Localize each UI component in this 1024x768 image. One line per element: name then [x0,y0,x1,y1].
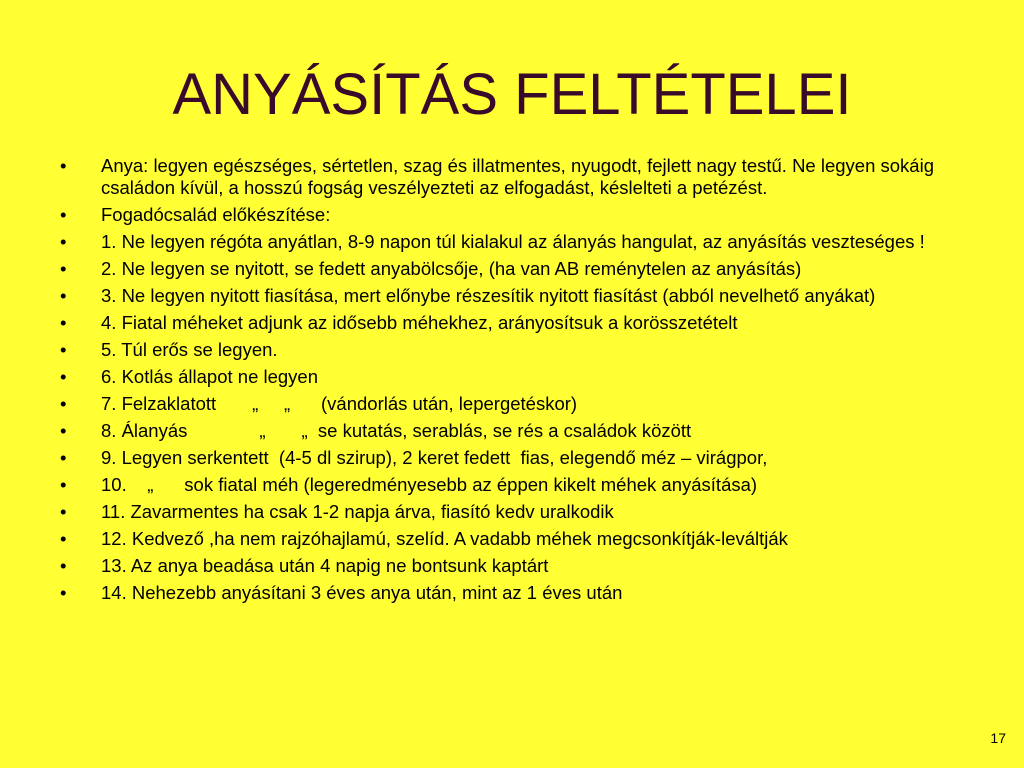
list-item-text: 9. Legyen serkentett (4-5 dl szirup), 2 keret fedett fias, elegendő méz – virágpor, [101,447,768,468]
bullet-icon: • [60,285,67,306]
list-item-text: 7. Felzaklatott „ „ (vándorlás után, lepergetéskor) [101,393,578,414]
list-item-text: 12. Kedvező ,ha nem rajzóhajlamú, szelíd. A vadabb méhek megcsonkítják-leváltják [101,528,788,549]
bullet-icon: • [60,474,67,495]
list-item [60,474,990,496]
bullet-icon: • [60,447,67,468]
list-item [60,285,990,307]
slide-title: ANYÁSÍTÁS FELTÉTELEI [172,62,852,127]
list-item-text: 3. Ne legyen nyitott fiasítása, mert előnybe részesítik nyitott fiasítást (abból nevelhető anyákat) [101,285,876,306]
bullet-list [60,155,990,609]
list-item [60,339,990,361]
list-item-text: 6. Kotlás állapot ne legyen [101,366,319,387]
bullet-icon: • [60,528,67,549]
list-item-text: 5. Túl erős se legyen. [101,339,278,360]
bullet-icon: • [60,501,67,522]
bullet-icon: • [60,231,67,252]
list-item [60,555,990,577]
bullet-icon: • [60,555,67,576]
list-item-text: 10. „ sok fiatal méh (legeredményesebb az éppen kikelt méhek anyásítása) [101,474,758,495]
bullet-icon: • [60,393,67,414]
bullet-icon: • [60,204,67,225]
list-item-text: Fogadócsalád előkészítése: [101,204,331,225]
list-item [60,393,990,415]
list-item [60,366,990,388]
list-item-text: 11. Zavarmentes ha csak 1-2 napja árva, fiasító kedv uralkodik [101,501,614,522]
list-item-text: 4. Fiatal méheket adjunk az idősebb méhekhez, arányosítsuk a korösszetételt [101,312,738,333]
list-item [60,447,990,469]
bullet-icon: • [60,366,67,387]
list-item-text: Anya: legyen egészséges, sértetlen, szag és illatmentes, nyugodt, fejlett nagy testű. Ne legyen sokáig családon kívül, a hosszú fogság veszélyezteti az elfogadást, késlelteti a petézést. [101,155,940,198]
bullet-icon: • [60,582,67,603]
bullet-icon: • [60,339,67,360]
list-item [60,528,990,550]
bullet-icon: • [60,155,67,176]
list-item [60,204,990,226]
list-item-text: 13. Az anya beadása után 4 napig ne bontsunk kaptárt [101,555,549,576]
list-item-text: 8. Álanyás „ „ se kutatás, serablás, se rés a családok között [101,420,692,441]
bullet-icon: • [60,312,67,333]
list-item [60,258,990,280]
list-item [60,231,990,253]
list-item-text: 2. Ne legyen se nyitott, se fedett anyabölcsője, (ha van AB reménytelen az anyásítás) [101,258,802,279]
list-item [60,420,990,442]
list-item [60,501,990,523]
bullet-icon: • [60,420,67,441]
list-item-text: 14. Nehezebb anyásítani 3 éves anya után, mint az 1 éves után [101,582,623,603]
list-item [60,582,990,604]
list-item-text: 1. Ne legyen régóta anyátlan, 8-9 napon túl kialakul az álanyás hangulat, az anyásítás veszteséges ! [101,231,925,252]
bullet-icon: • [60,258,67,279]
list-item [60,312,990,334]
page-number: 17 [990,730,1006,746]
list-item [60,155,990,199]
